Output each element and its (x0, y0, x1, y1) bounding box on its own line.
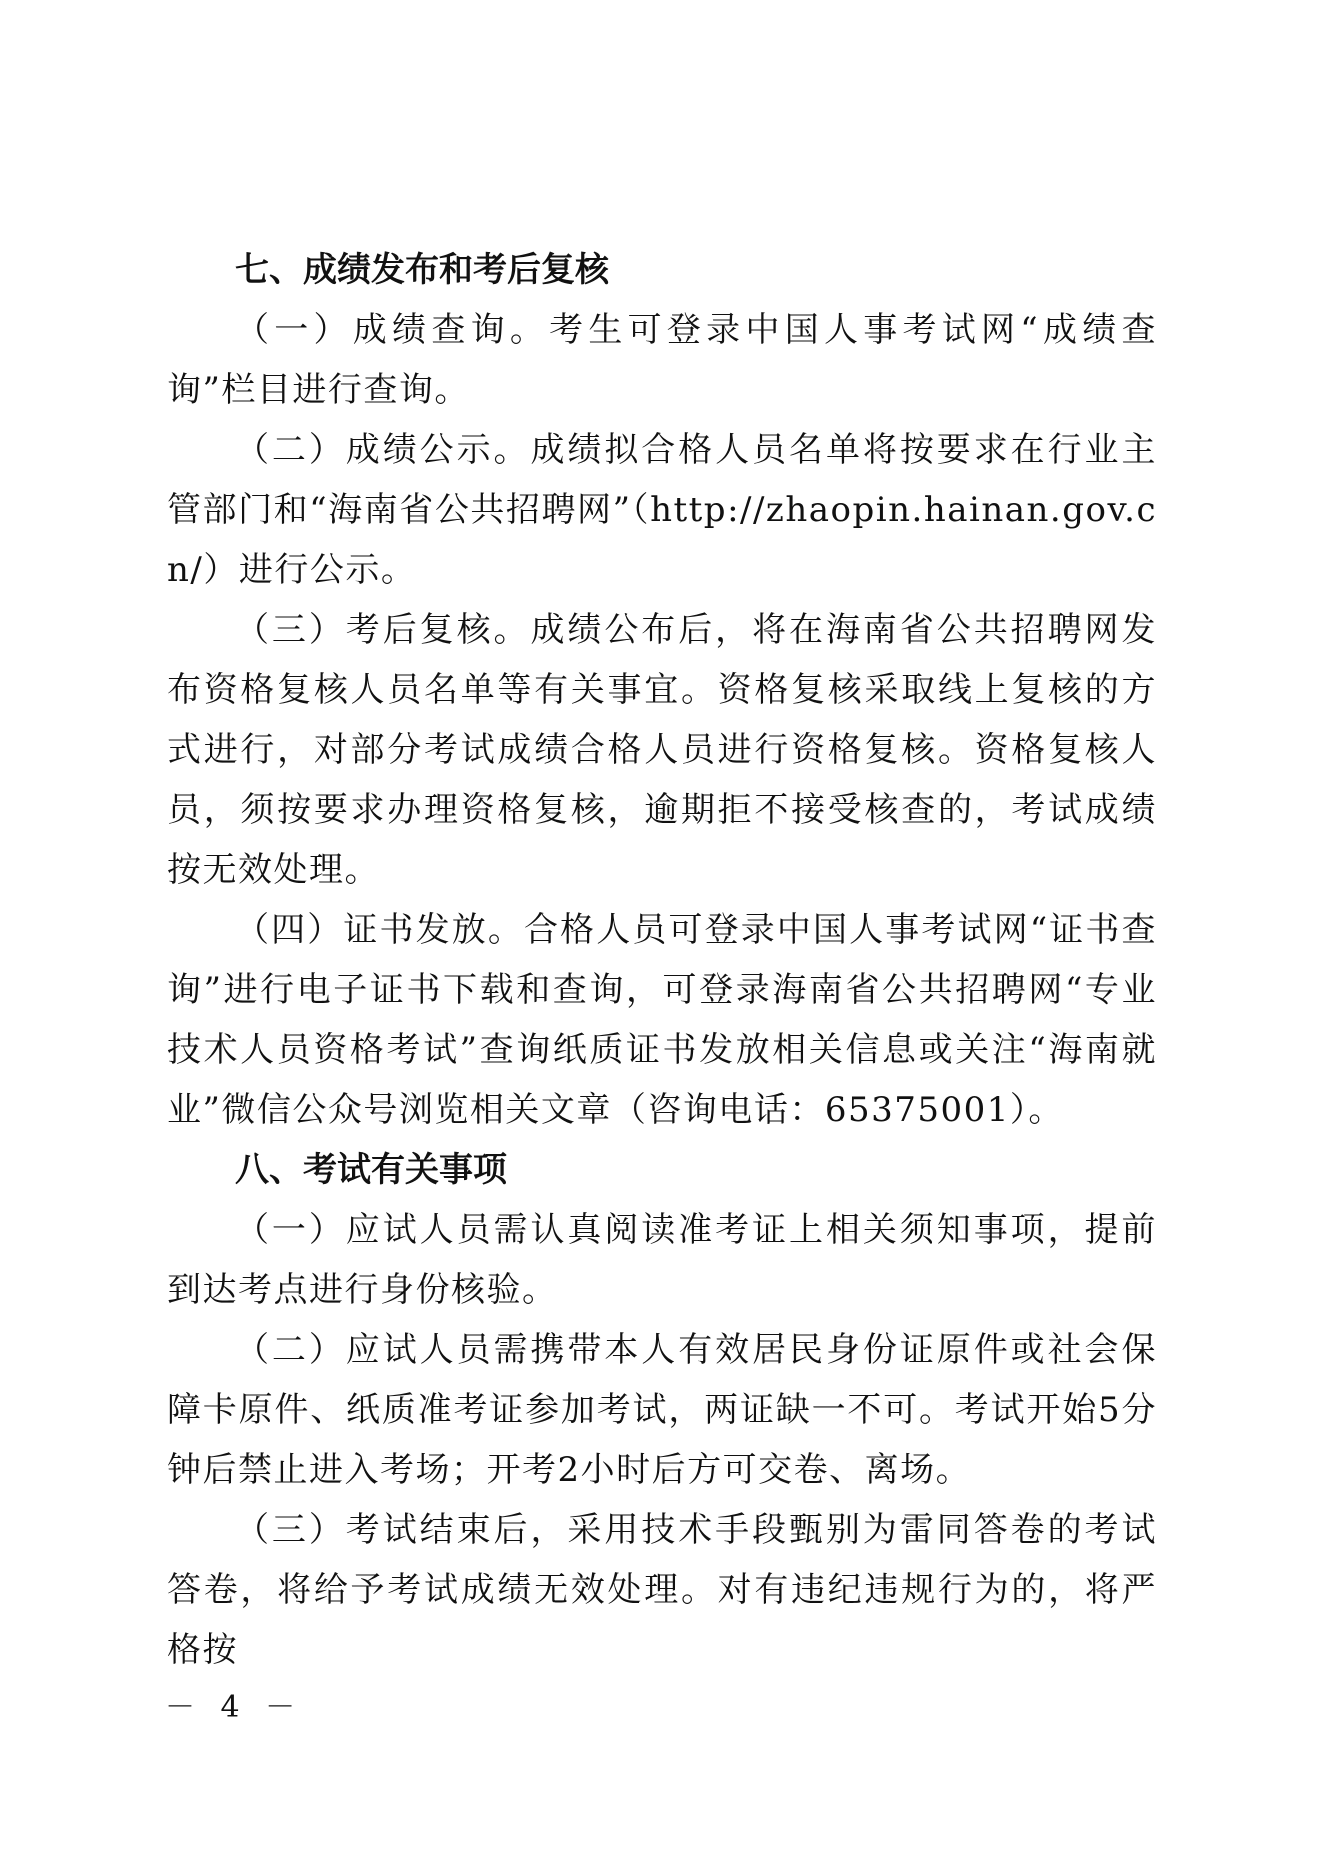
paragraph-score-publicity: （二）成绩公示。成绩拟合格人员名单将按要求在行业主管部门和“海南省公共招聘网”（http://zhaopin.hainan.gov.cn/）进行公示。 (167, 430, 1157, 590)
paragraph-admission-notice: （一）应试人员需认真阅读准考证上相关须知事项，提前到达考点进行身份核验。 (167, 1210, 1157, 1310)
section-heading-8: 八、考试有关事项 (235, 1150, 507, 1190)
paragraph-certificate-issuance: （四）证书发放。合格人员可登录中国人事考试网“证书查询”进行电子证书下载和查询，可登录海南省公共招聘网“专业技术人员资格考试”查询纸质证书发放相关信息或关注“海南就业”微信公众号浏览相关文章（咨询电话：65375001）。 (167, 910, 1157, 1130)
paragraph-identical-answers: （三）考试结束后，采用技术手段甄别为雷同答卷的考试答卷，将给予考试成绩无效处理。对有违纪违规行为的，将严格按 (167, 1510, 1157, 1670)
page-number: － 4 － (165, 1690, 304, 1725)
document-body (167, 240, 1157, 1680)
paragraph-id-requirements: （二）应试人员需携带本人有效居民身份证原件或社会保障卡原件、纸质准考证参加考试，两证缺一不可。考试开始5分钟后禁止进入考场；开考2小时后方可交卷、离场。 (167, 1330, 1157, 1490)
paragraph-score-query: （一）成绩查询。考生可登录中国人事考试网“成绩查询”栏目进行查询。 (167, 310, 1157, 410)
paragraph-post-exam-review: （三）考后复核。成绩公布后，将在海南省公共招聘网发布资格复核人员名单等有关事宜。资格复核采取线上复核的方式进行，对部分考试成绩合格人员进行资格复核。资格复核人员，须按要求办理资格复核，逾期拒不接受核查的，考试成绩按无效处理。 (167, 610, 1157, 890)
section-heading-7: 七、成绩发布和考后复核 (235, 250, 609, 290)
